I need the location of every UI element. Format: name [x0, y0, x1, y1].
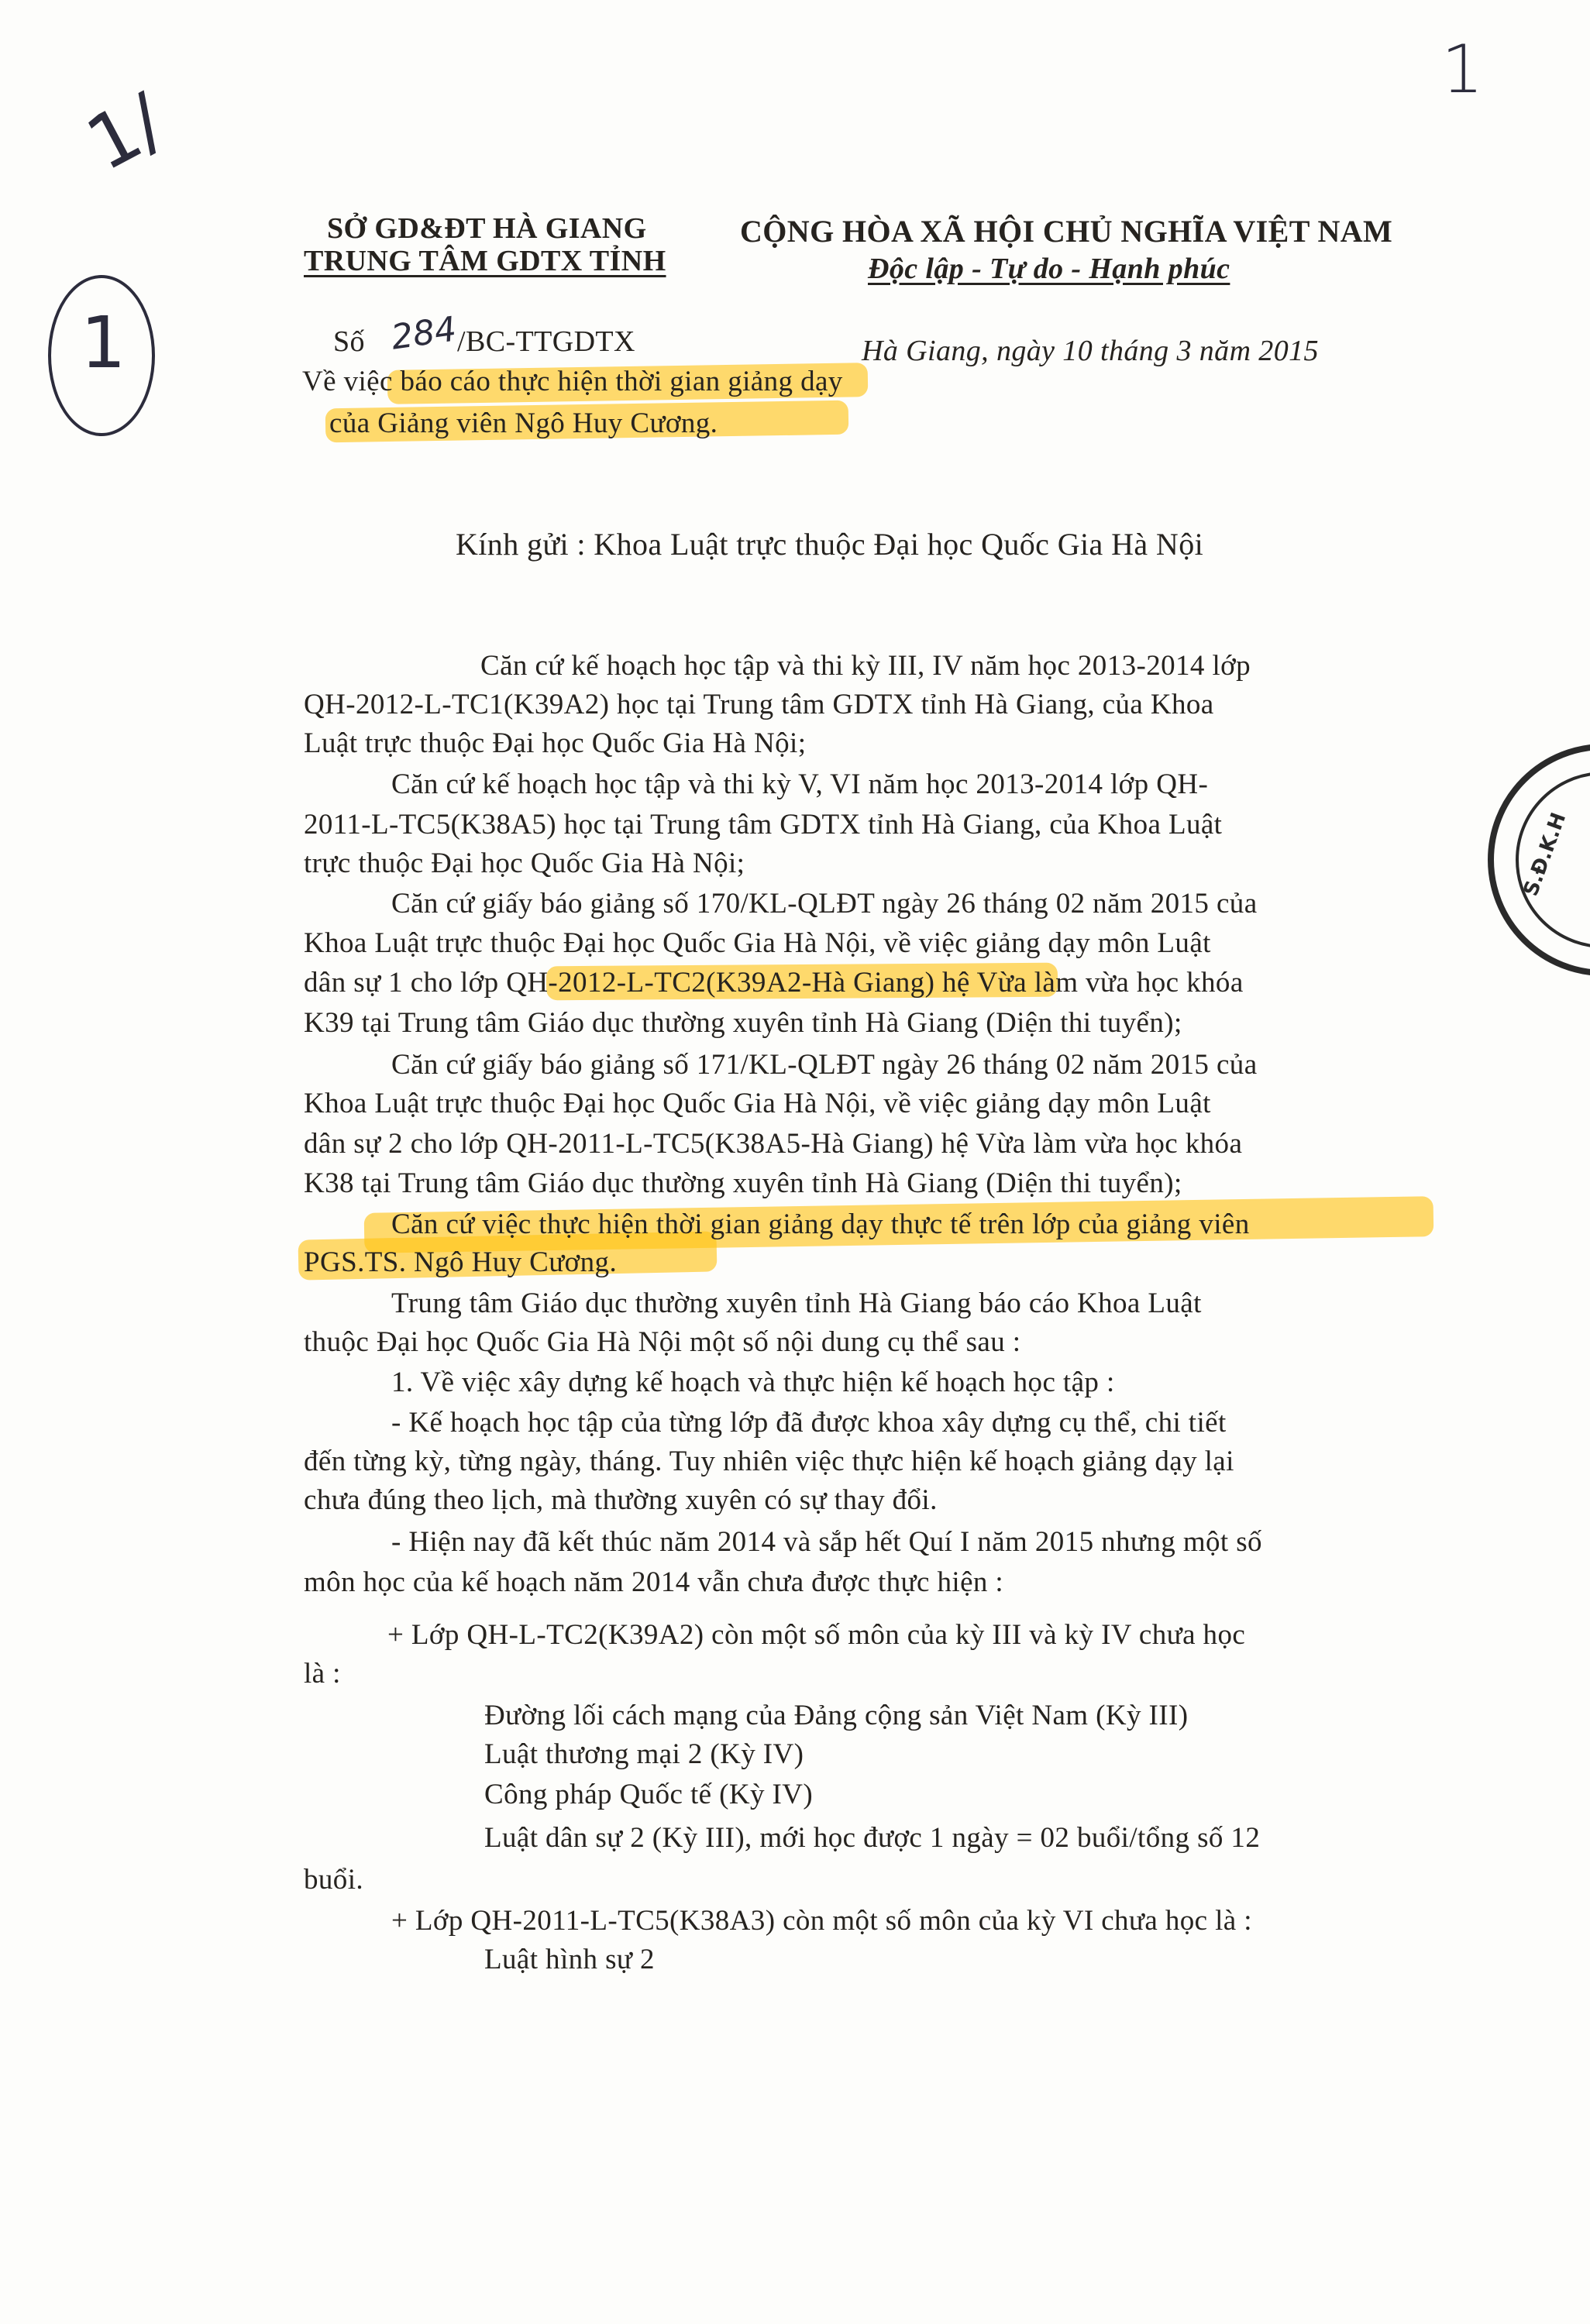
body-line: + Lớp QH-2011-L-TC5(K38A3) còn một số môn của kỳ VI chưa học là : — [391, 1905, 1252, 1937]
body-line: K39 tại Trung tâm Giáo dục thường xuyên tỉnh Hà Giang (Diện thi tuyển); — [304, 1007, 1182, 1039]
body-line: là : — [304, 1658, 341, 1690]
body-line: thuộc Đại học Quốc Gia Hà Nội một số nội dung cụ thể sau : — [304, 1326, 1021, 1358]
subject-line1: Về việc báo cáo thực hiện thời gian giảng dạy — [302, 366, 843, 397]
body-line: trực thuộc Đại học Quốc Gia Hà Nội; — [304, 847, 745, 879]
body-line: Căn cứ kế hoạch học tập và thi kỳ III, IV năm học 2013-2014 lớp — [480, 650, 1251, 682]
body-line: môn học của kế hoạch năm 2014 vẫn chưa được thực hiện : — [304, 1566, 1004, 1598]
agency-line2: TRUNG TÂM GDTX TỈNH — [304, 245, 666, 277]
body-line: Căn cứ kế hoạch học tập và thi kỳ V, VI năm học 2013-2014 lớp QH- — [391, 768, 1209, 800]
body-line: Căn cứ việc thực hiện thời gian giảng dạy thực tế trên lớp của giảng viên — [391, 1208, 1250, 1240]
national-title: CỘNG HÒA XÃ HỘI CHỦ NGHĨA VIỆT NAM — [740, 214, 1393, 249]
handwritten-circled-number — [48, 275, 155, 436]
body-line: PGS.TS. Ngô Huy Cương. — [304, 1246, 618, 1278]
body-line: 2011-L-TC5(K38A5) học tại Trung tâm GDTX tỉnh Hà Giang, của Khoa Luật — [304, 809, 1223, 841]
body-line: Khoa Luật trực thuộc Đại học Quốc Gia Hà Nội, về việc giảng dạy môn Luật — [304, 927, 1211, 959]
body-line: dân sự 2 cho lớp QH-2011-L-TC5(K38A5-Hà Giang) hệ Vừa làm vừa học khóa — [304, 1128, 1243, 1160]
body-line: + Lớp QH-L-TC2(K39A2) còn một số môn của kỳ III và kỳ IV chưa học — [387, 1619, 1246, 1651]
body-line: chưa đúng theo lịch, mà thường xuyên có sự thay đổi. — [304, 1484, 938, 1516]
body-line: đến từng kỳ, từng ngày, tháng. Tuy nhiên việc thực hiện kế hoạch giảng dạy lại — [304, 1446, 1234, 1477]
body-line: Luật trực thuộc Đại học Quốc Gia Hà Nội; — [304, 727, 807, 759]
body-line: 1. Về việc xây dựng kế hoạch và thực hiện kế hoạch học tập : — [391, 1367, 1115, 1398]
doc-number-prefix: Số — [333, 325, 365, 358]
official-seal-text: S.Đ.K.H — [1519, 810, 1571, 899]
body-line: - Hiện nay đã kết thúc năm 2014 và sắp hết Quí I năm 2015 nhưng một số — [391, 1526, 1262, 1558]
body-line: dân sự 1 cho lớp QH-2012-L-TC2(K39A2-Hà Giang) hệ Vừa làm vừa học khóa — [304, 967, 1244, 999]
body-line: buổi. — [304, 1864, 364, 1896]
body-line: QH-2012-L-TC1(K39A2) học tại Trung tâm GDTX tỉnh Hà Giang, của Khoa — [304, 689, 1214, 720]
body-line: Luật hình sự 2 — [484, 1944, 655, 1975]
body-line: Luật thương mại 2 (Kỳ IV) — [484, 1738, 804, 1770]
circled-number-digit: 1 — [81, 301, 126, 384]
body-line: Căn cứ giấy báo giảng số 171/KL-QLĐT ngày 26 tháng 02 năm 2015 của — [391, 1049, 1258, 1081]
body-line: Đường lối cách mạng của Đảng cộng sản Việt Nam (Kỳ III) — [484, 1700, 1189, 1731]
agency-line1: SỞ GD&ĐT HÀ GIANG — [327, 212, 647, 245]
place-date: Hà Giang, ngày 10 tháng 3 năm 2015 — [862, 335, 1319, 367]
handwritten-top-left-mark: 1/ — [73, 77, 178, 188]
body-line: Công pháp Quốc tế (Kỳ IV) — [484, 1779, 814, 1810]
handwritten-doc-number: 284 — [388, 309, 459, 358]
handwritten-page-number: 1 — [1441, 31, 1484, 108]
body-line: Trung tâm Giáo dục thường xuyên tỉnh Hà Giang báo cáo Khoa Luật — [391, 1287, 1202, 1319]
doc-number-suffix: /BC-TTGDTX — [457, 325, 635, 358]
body-line: Luật dân sự 2 (Kỳ III), mới học được 1 ngày = 02 buổi/tổng số 12 — [484, 1822, 1261, 1854]
body-line: Khoa Luật trực thuộc Đại học Quốc Gia Hà Nội, về việc giảng dạy môn Luật — [304, 1088, 1211, 1119]
body-line: Căn cứ giấy báo giảng số 170/KL-QLĐT ngày 26 tháng 02 năm 2015 của — [391, 888, 1258, 920]
official-seal — [1488, 744, 1590, 976]
subject-line2: của Giảng viên Ngô Huy Cương. — [329, 407, 718, 439]
motto: Độc lập - Tự do - Hạnh phúc — [868, 253, 1230, 285]
body-line: K38 tại Trung tâm Giáo dục thường xuyên tỉnh Hà Giang (Diện thi tuyển); — [304, 1167, 1182, 1199]
body-line: - Kế hoạch học tập của từng lớp đã được khoa xây dựng cụ thể, chi tiết — [391, 1407, 1227, 1439]
recipient-line: Kính gửi : Khoa Luật trực thuộc Đại học Quốc Gia Hà Nội — [456, 527, 1204, 562]
